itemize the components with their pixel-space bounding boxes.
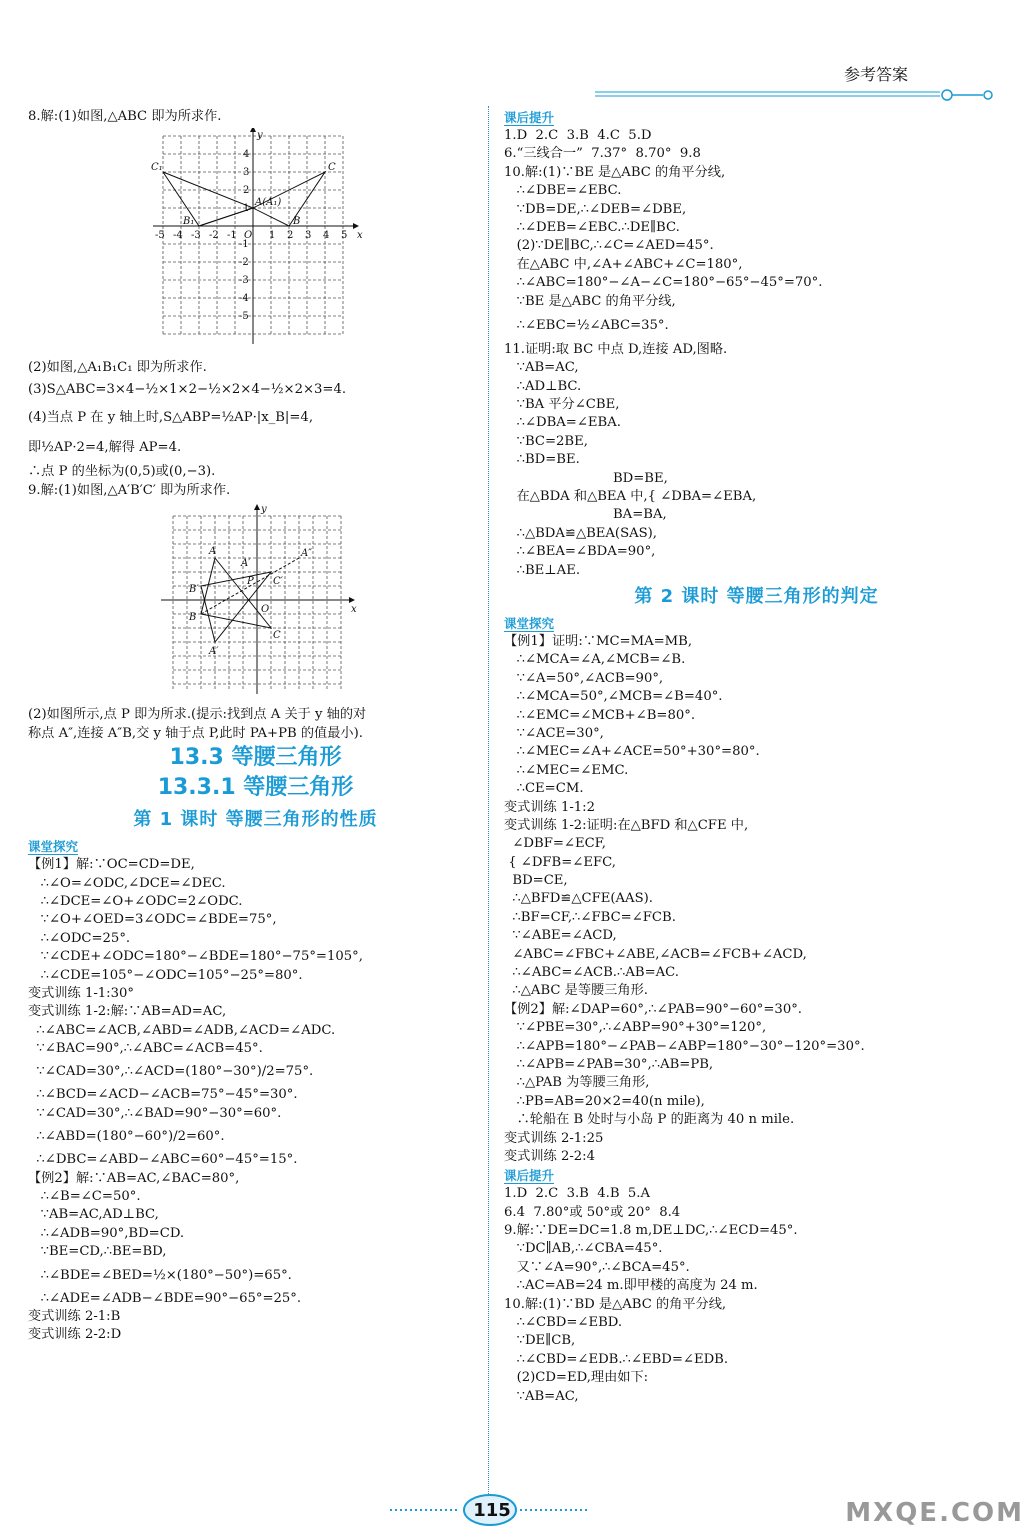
text-line: ∴∠CBD=∠EBD. <box>504 1315 623 1331</box>
text-line: ∵DC∥AB,∴∠CBA=45°. <box>504 1241 663 1257</box>
text-line: ∴∠ABC=∠ACB.∴AB=AC. <box>504 965 679 981</box>
tick-label: -1 <box>227 230 237 242</box>
tick-label: 1 <box>243 203 250 215</box>
text-line: ∵BE=CD,∴BE=BD, <box>28 1244 167 1260</box>
left-column <box>28 108 483 1345</box>
text-line: ∵∠O+∠OED=3∠ODC=∠BDE=75°, <box>28 912 277 928</box>
text-line: ∴CE=CM. <box>504 781 584 797</box>
text-line: ∵BA 平分∠CBE, <box>504 397 620 413</box>
section-tag: 课堂探究 <box>504 615 555 631</box>
tick-label: 3 <box>243 167 250 179</box>
text-line: 变式训练 2-1:B <box>28 1308 121 1324</box>
text-line: 变式训练 2-2:4 <box>504 1148 596 1164</box>
text-line: (2)如图,△A₁B₁C₁ 即为所求作. <box>28 359 207 375</box>
tick-label: 3 <box>305 230 312 242</box>
text-line: ∠DBF=∠ECF, <box>504 836 606 852</box>
text-line: 1.D 2.C 3.B 4.B 5.A <box>504 1186 651 1202</box>
text-line: ∴AC=AB=24 m.即甲楼的高度为 24 m. <box>504 1278 758 1294</box>
point-label: A′ <box>241 557 251 569</box>
text-line: ∴∠ABC=∠ACB,∠ABD=∠ADB,∠ACD=∠ADC. <box>28 1022 336 1038</box>
text-line: ∴∠BEA=∠BDA=90°, <box>504 544 656 560</box>
text-line: ∴∠ABC=180°−∠A−∠C=180°−65°−45°=70°. <box>504 275 823 291</box>
text-line: ∵AB=AC, <box>504 360 579 376</box>
point-label: A′ <box>209 645 219 657</box>
text-line: ∵∠ABE=∠ACD, <box>504 928 617 944</box>
text-line: ∴△BDA≌△BEA(SAS), <box>504 525 658 541</box>
text-line: ∴∠CBD=∠EDB.∴∠EBD=∠EDB. <box>504 1351 729 1367</box>
tick-label: 2 <box>243 185 250 197</box>
text-line: ∴∠MCA=∠A,∠MCB=∠B. <box>504 652 686 668</box>
text-line: 9.解:(1)如图,△A′B′C′ 即为所求作. <box>28 482 231 498</box>
text-line: 【例1】证明:∵MC=MA=MB, <box>504 633 693 649</box>
section-tag: 课后提升 <box>504 110 555 125</box>
text-line: 【例2】解:∠DAP=60°,∴∠PAB=90°−60°=30°. <box>504 1001 802 1017</box>
text-line: 变式训练 2-1:25 <box>504 1130 604 1146</box>
text-line: ∴∠DBC=∠ABD−∠ABC=60°−45°=15°. <box>28 1152 298 1168</box>
text-line: 在△BDA 和△BEA 中,{ ∠DBA=∠EBA, <box>504 489 757 505</box>
text-line: ∴∠APB=180°−∠PAB−∠ABP=180°−30°−120°=30°. <box>504 1038 865 1054</box>
point-label: P <box>247 575 254 587</box>
text-line: ∴∠EBC=½∠ABC=35°. <box>504 317 669 333</box>
text-line: (3)S△ABC=3×4−½×1×2−½×2×4−½×2×3=4. <box>28 382 347 398</box>
text-line: ∴∠ADE=∠ADB−∠BDE=90°−65°=25°. <box>28 1290 302 1306</box>
text-line: 变式训练 2-2:D <box>28 1327 122 1343</box>
header-decoration <box>595 88 995 102</box>
tick-label: -4 <box>239 293 249 305</box>
text-line: ∵∠A=50°,∠ACB=90°, <box>504 670 664 686</box>
answer-body <box>28 856 483 1345</box>
text-line: BA=BA, <box>504 507 667 523</box>
text-line: ∴∠MCA=50°,∠MCB=∠B=40°. <box>504 689 723 705</box>
text-line: ∴∠ODC=25°. <box>28 930 131 946</box>
text-line: 【例2】解:∵AB=AC,∠BAC=80°, <box>28 1170 240 1186</box>
text-line: ∴△PAB 为等腰三角形, <box>504 1075 650 1091</box>
text-line: ∴∠B=∠C=50°. <box>28 1189 141 1205</box>
coordinate-graph-2 <box>153 502 493 698</box>
text-line: ∵∠PBE=30°,∴∠ABP=90°+30°=120°, <box>504 1020 767 1036</box>
text-line: BD=CE, <box>504 873 568 889</box>
tick-label: -3 <box>191 230 201 242</box>
text-line: ∴PB=AB=20×2=40(n mile), <box>504 1093 705 1109</box>
point-label: B₁ <box>183 216 195 228</box>
point-label: B′ <box>189 583 199 595</box>
text-line: 称点 A″,连接 A″B,交 y 轴于点 P,此时 PA+PB 的值最小). <box>28 725 363 741</box>
tick-label: -4 <box>173 230 183 242</box>
watermark: MXQE.COM <box>845 1498 1024 1528</box>
text-line: ∴∠EMC=∠MCB+∠B=80°. <box>504 707 696 723</box>
text-line: 又∵∠A=90°,∴∠BCA=45°. <box>504 1259 690 1275</box>
text-line: 9.解:∵DE=DC=1.8 m,DE⊥DC,∴∠ECD=45°. <box>504 1223 798 1239</box>
text-line: 1.D 2.C 3.B 4.C 5.D <box>504 128 652 143</box>
point-label: B <box>293 216 301 228</box>
text-line: ∵BE 是△ABC 的角平分线, <box>504 293 676 309</box>
text-line: ∵∠CAD=30°,∴∠ACD=(180°−30°)/2=75°. <box>28 1064 314 1080</box>
text-line: ∴∠BDE=∠BED=½×(180°−50°)=65°. <box>28 1267 292 1283</box>
text-line: ∵∠CAD=30°,∴∠BAD=90°−30°=60°. <box>28 1105 282 1121</box>
text-line: (2)如图所示,点 P 即为所求.(提示:找到点 A 关于 y 轴的对 <box>28 707 367 723</box>
text-line: ∴∠DEB=∠EBC.∴DE∥BC. <box>504 219 680 235</box>
text-line: ∵DE∥CB, <box>504 1333 576 1349</box>
tick-label: 1 <box>269 230 276 242</box>
tick-label: -2 <box>209 230 219 242</box>
tick-label: O <box>244 230 253 242</box>
text-line: 变式训练 1-1:30° <box>28 985 134 1001</box>
text-line: ∴BD=BE. <box>504 452 580 468</box>
text-line: 6.4 7.80°或 50°或 20° 8.4 <box>504 1204 681 1220</box>
text-line: ∴∠DCE=∠O+∠ODC=2∠ODC. <box>28 893 243 909</box>
text-line: ∠ABC=∠FBC+∠ABE,∠ACB=∠FCB+∠ACD, <box>504 946 807 962</box>
tick-label: 4 <box>323 230 330 242</box>
text-line: 即½AP·2=4,解得 AP=4. <box>28 440 182 456</box>
text-line: { ∠DFB=∠EFC, <box>504 854 616 870</box>
text-line: ∵∠ACE=30°, <box>504 725 604 741</box>
page-number: 115 <box>473 1500 511 1521</box>
text-line: 在△ABC 中,∠A+∠ABC+∠C=180°, <box>504 256 743 272</box>
column-divider <box>488 106 489 1498</box>
coordinate-graph-1 <box>143 128 483 350</box>
header-title: 参考答案 <box>843 65 908 84</box>
text-line: ∵AB=AC,AD⊥BC, <box>28 1207 159 1223</box>
point-label: C <box>273 629 281 641</box>
text-line: ∴∠APB=∠PAB=30°,∴AB=PB, <box>504 1056 714 1072</box>
tick-label: -5 <box>155 230 165 242</box>
text-line: ∵∠BAC=90°,∴∠ABC=∠ACB=45°. <box>28 1041 263 1057</box>
text-line: ∵∠CDE+∠ODC=180°−∠BDE=180°−75°=105°, <box>28 949 363 965</box>
text-line: 变式训练 1-2:解:∵AB=AD=AC, <box>28 1004 227 1020</box>
right-column <box>504 108 1009 1406</box>
tick-label: -2 <box>239 257 249 269</box>
tick-label: -3 <box>239 275 249 287</box>
section-heading: 13.3 等腰三角形 <box>169 745 342 771</box>
section-tag: 课后提升 <box>504 1168 555 1184</box>
text-line: 10.解:(1)∵BD 是△ABC 的角平分线, <box>504 1296 727 1312</box>
text-line: 8.解:(1)如图,△ABC 即为所求作. <box>28 109 222 124</box>
axis-label-y: y <box>261 503 267 515</box>
point-label: O <box>261 603 270 615</box>
point-label: C′ <box>273 575 283 587</box>
text-line: ∴△BFD≌△CFE(AAS). <box>504 891 653 907</box>
text-line: 10.解:(1)∵BE 是△ABC 的角平分线, <box>504 164 726 180</box>
text-line: ∵DB=DE,∴∠DEB=∠DBE, <box>504 201 687 217</box>
point-label: B <box>189 611 197 623</box>
text-line: ∴△ABC 是等腰三角形. <box>504 983 648 999</box>
point-label: C₁ <box>151 162 163 174</box>
text-line: ∴轮船在 B 处时与小岛 P 的距离为 40 n mile. <box>504 1112 795 1128</box>
text-line: ∴∠ADB=90°,BD=CD. <box>28 1225 185 1241</box>
text-line: ∴∠DBE=∠EBC. <box>504 183 622 199</box>
text-line: BD=BE, <box>504 470 668 486</box>
section-subheading: 13.3.1 等腰三角形 <box>157 775 354 801</box>
point-label: C <box>328 162 336 174</box>
axis-label-x: x <box>357 230 363 242</box>
text-line: ∴BF=CF,∴∠FBC=∠FCB. <box>504 909 676 925</box>
text-line: ∴∠MEC=∠EMC. <box>504 762 629 778</box>
text-line: ∴AD⊥BC. <box>504 378 582 394</box>
axis-label-x: x <box>351 603 357 615</box>
text-line: ∴∠MEC=∠A+∠ACE=50°+30°=80°. <box>504 744 760 760</box>
point-label: A(A₁) <box>255 197 282 209</box>
tick-label: 2 <box>287 230 294 242</box>
lesson-title: 第 2 课时 等腰三角形的判定 <box>634 585 879 607</box>
tick-label: -5 <box>239 311 249 323</box>
text-line: 【例1】解:∵OC=CD=DE, <box>28 857 195 873</box>
text-line: ∴∠DBA=∠EBA. <box>504 415 621 431</box>
text-line: 变式训练 1-1:2 <box>504 799 596 815</box>
lesson-title: 第 1 课时 等腰三角形的性质 <box>133 809 378 831</box>
text-line: ∴∠BCD=∠ACD−∠ACB=75°−45°=30°. <box>28 1087 298 1103</box>
tick-label: 5 <box>341 230 348 242</box>
text-line: ∴∠CDE=105°−∠ODC=105°−25°=80°. <box>28 967 303 983</box>
text-line: (2)∵DE∥BC,∴∠C=∠AED=45°. <box>504 238 714 254</box>
text-line: ∴BE⊥AE. <box>504 562 581 578</box>
text-line: ∴∠O=∠ODC,∠DCE=∠DEC. <box>28 875 226 891</box>
text-line: 11.证明:取 BC 中点 D,连接 AD,图略. <box>504 341 728 357</box>
text-line: ∵AB=AC, <box>504 1388 579 1404</box>
section-tag: 课堂探究 <box>28 839 79 855</box>
text-line: 变式训练 1-2:证明:在△BFD 和△CFE 中, <box>504 817 749 833</box>
text-line: ∵BC=2BE, <box>504 433 588 449</box>
axis-label-y: y <box>257 130 263 142</box>
point-label: A″ <box>301 547 312 559</box>
tick-label: -1 <box>239 239 249 251</box>
text-line: (2)CD=ED,理由如下: <box>504 1370 649 1386</box>
tick-label: 4 <box>243 149 250 161</box>
text-line: (4)当点 P 在 y 轴上时,S△ABP=½AP·|x_B|=4, <box>28 410 314 426</box>
text-line: 6.“三线合一” 7.37° 8.70° 9.8 <box>504 146 701 162</box>
text-line: ∴∠ABD=(180°−60°)/2=60°. <box>28 1129 225 1145</box>
point-label: A <box>209 545 217 557</box>
text-line: ∴点 P 的坐标为(0,5)或(0,−3). <box>28 464 216 480</box>
